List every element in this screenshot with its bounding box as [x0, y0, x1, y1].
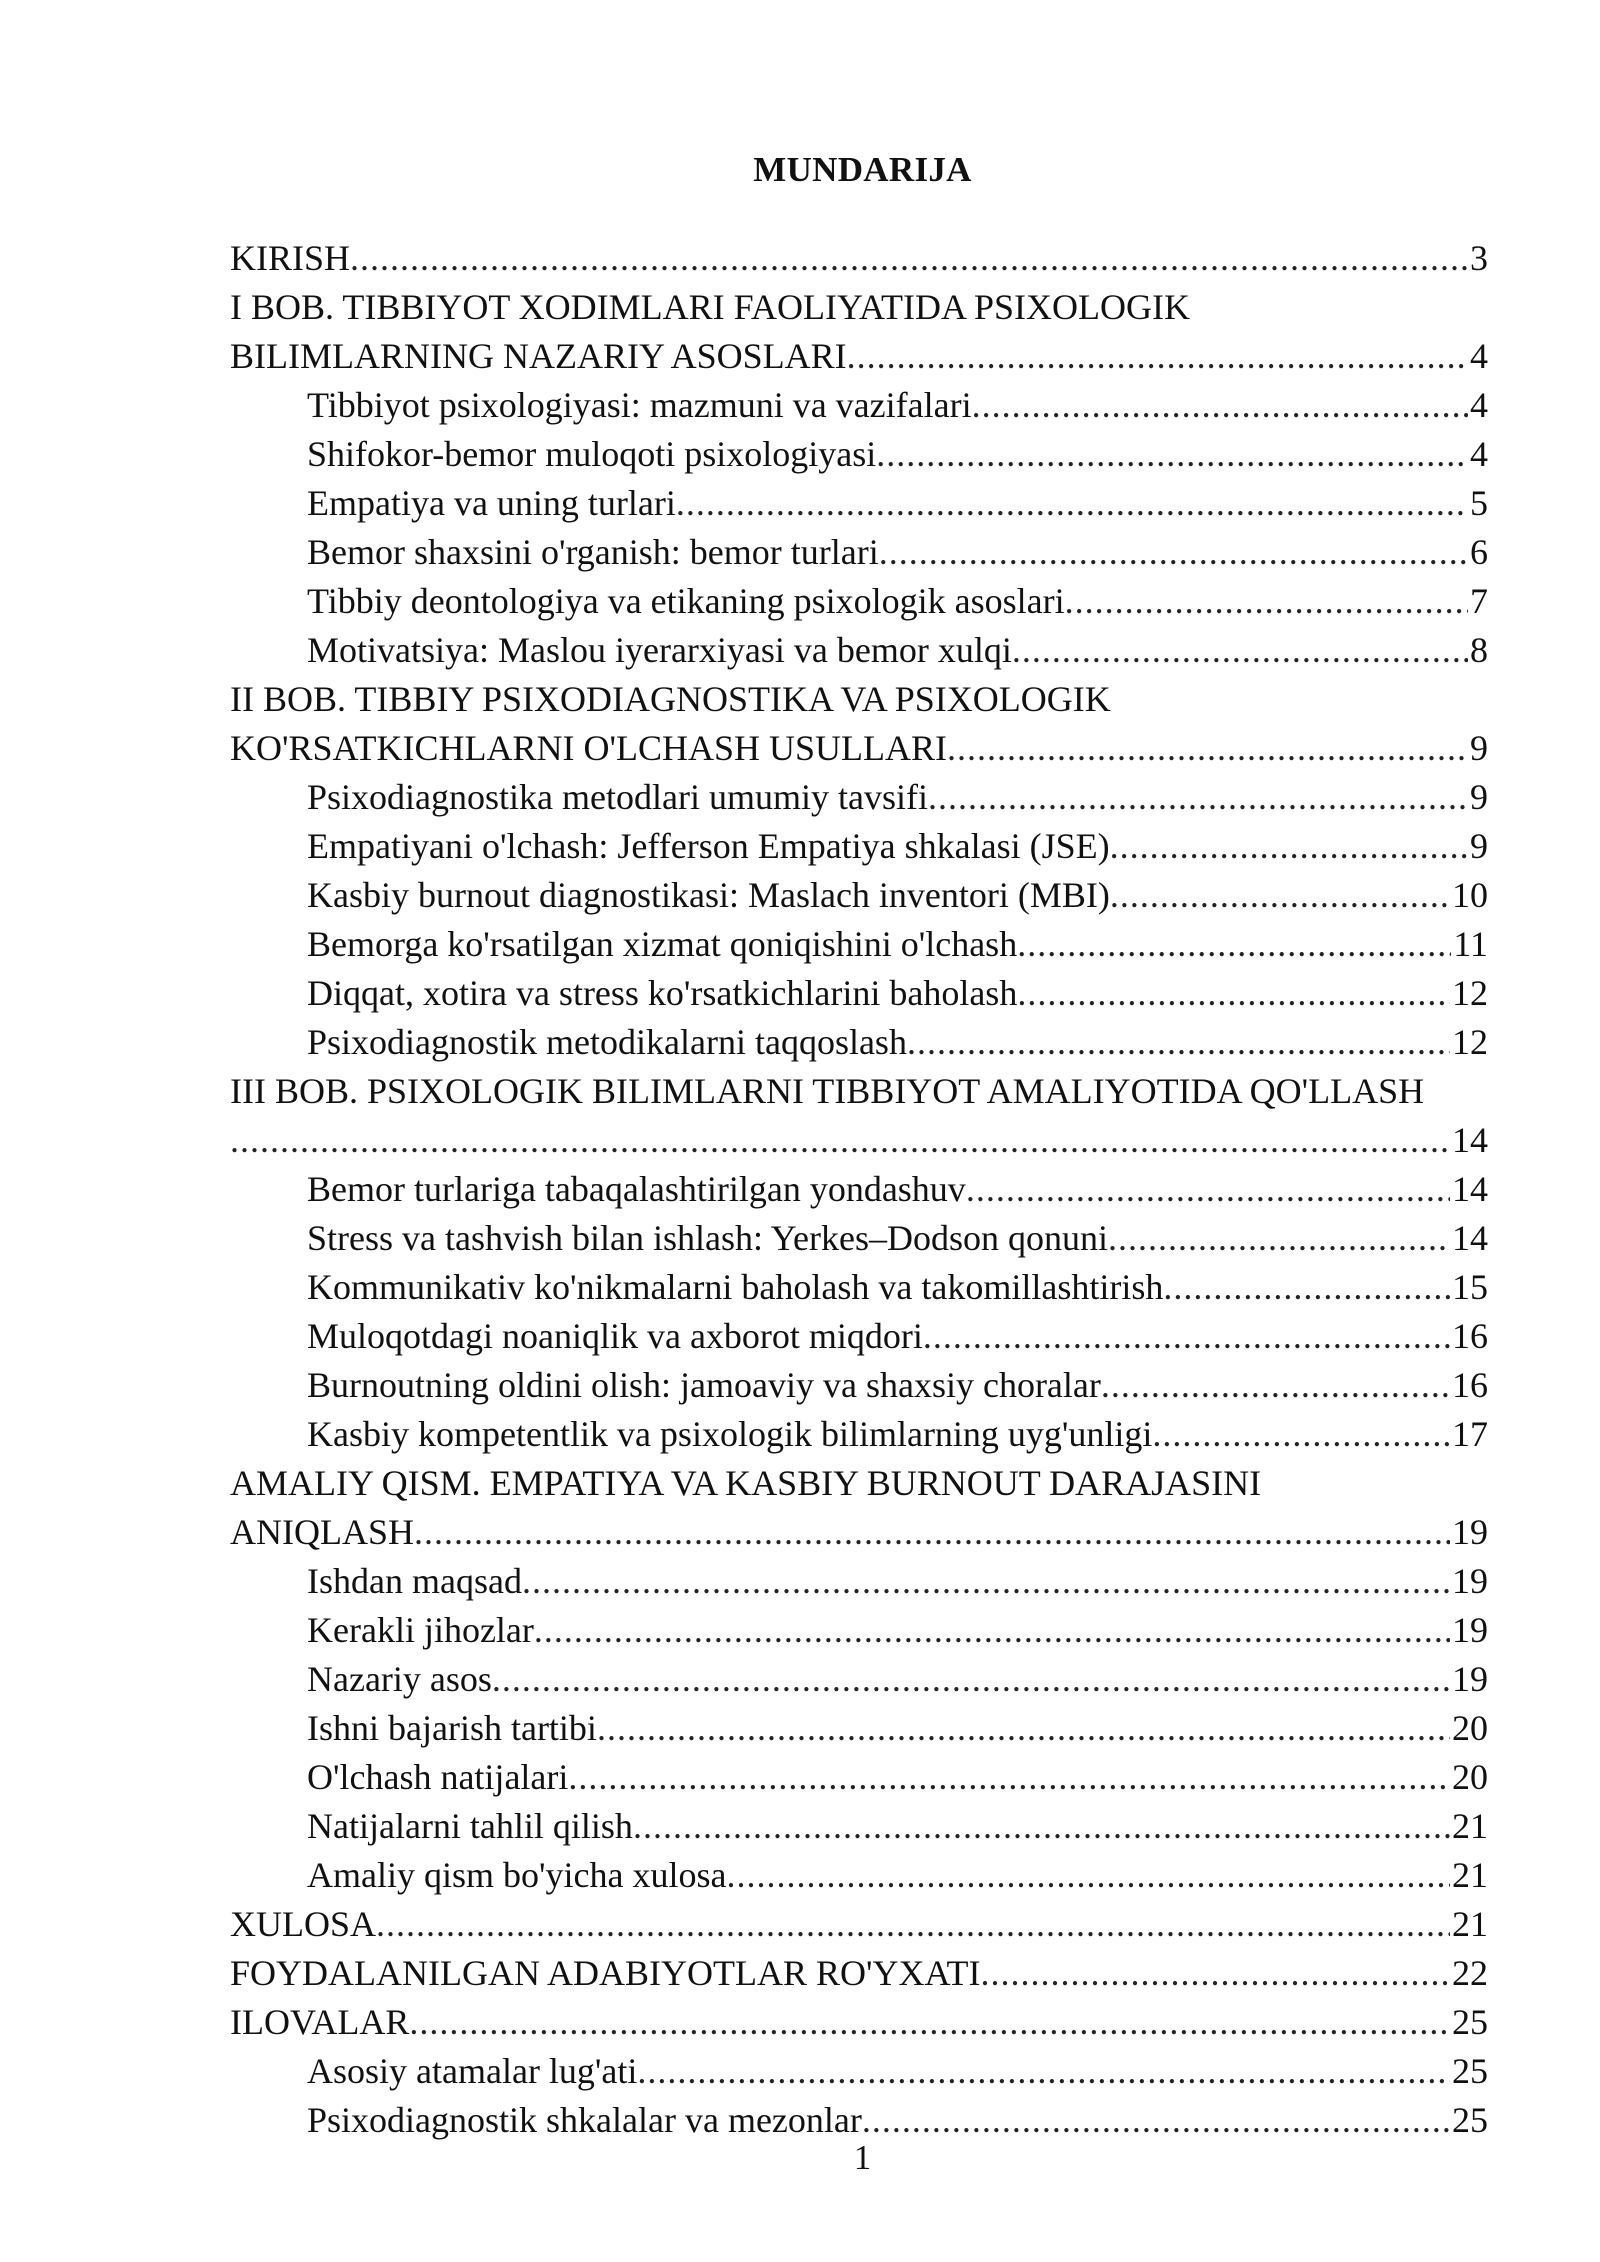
toc-entry-title: Amaliy qism bo'yicha xulosa — [307, 1855, 727, 1895]
toc-entry-title: Kommunikativ ko'nikmalarni baholash va takomillashtirish — [307, 1267, 1164, 1307]
toc-entry-title: Empatiyani o'lchash: Jefferson Empatiya shkalasi (JSE) — [307, 826, 1110, 866]
toc-page-number: 25 — [1452, 2051, 1488, 2091]
toc-page-number: 21 — [1452, 1904, 1488, 1944]
toc-entry-title: Burnoutning oldini olish: jamoaviy va shaxsiy choralar — [307, 1365, 1101, 1405]
toc-section-entry[interactable] — [230, 773, 1488, 822]
toc-leader-dots — [597, 1704, 1450, 1753]
toc-leader-dots — [876, 430, 1468, 479]
toc-leader-dots — [907, 1018, 1450, 1067]
toc-section-entry[interactable] — [230, 1704, 1488, 1753]
toc-entry-title: Kasbiy kompetentlik va psixologik bilimlarning uyg'unligi — [307, 1414, 1153, 1454]
toc-entry-title: Empatiya va uning turlari — [307, 483, 676, 523]
toc-entry-title-line: II BOB. TIBBIY PSIXODIAGNOSTIKA VA PSIXOLOGIK — [230, 679, 1111, 719]
toc-leader-dots — [534, 1606, 1450, 1655]
toc-leader-dots — [676, 479, 1468, 528]
toc-leader-dots — [568, 1753, 1450, 1802]
toc-entry-title: Psixodiagnostika metodlari umumiy tavsifi — [307, 777, 928, 817]
toc-entry-title-line: AMALIY QISM. EMPATIYA VA KASBIY BURNOUT DARAJASINI — [230, 1463, 1262, 1503]
toc-leader-dots — [879, 528, 1468, 577]
toc-entry-title: Asosiy atamalar lug'ati — [307, 2051, 638, 2091]
toc-leader-dots — [972, 381, 1468, 430]
toc-entry-title: Bemorga ko'rsatilgan xizmat qoniqishini o'lchash — [307, 924, 1018, 964]
toc-entry-title: O'lchash natijalari — [307, 1757, 569, 1797]
toc-chapter-entry[interactable] — [230, 1067, 1488, 1165]
toc-leader-dots — [492, 1655, 1450, 1704]
toc-leader-dots — [1110, 822, 1468, 871]
toc-entry-title: BILIMLARNING NAZARIY ASOSLARI — [230, 336, 847, 376]
toc-page-number: 8 — [1470, 630, 1488, 670]
toc-section-entry[interactable] — [230, 871, 1488, 920]
toc-chapter-entry[interactable] — [230, 1900, 1488, 1949]
toc-entry-title: Motivatsiya: Maslou iyerarxiyasi va bemor xulqi — [307, 630, 1012, 670]
toc-leader-dots — [1065, 577, 1468, 626]
toc-page-number: 5 — [1470, 483, 1488, 523]
toc-section-entry[interactable] — [230, 822, 1488, 871]
toc-section-entry[interactable] — [230, 969, 1488, 1018]
toc-section-entry[interactable] — [230, 920, 1488, 969]
toc-leader-dots — [350, 234, 1468, 283]
toc-section-entry[interactable] — [230, 1018, 1488, 1067]
toc-chapter-entry[interactable] — [230, 1459, 1488, 1557]
toc-chapter-entry[interactable] — [230, 1949, 1488, 1998]
toc-page-number: 12 — [1452, 1022, 1488, 1062]
toc-section-entry[interactable] — [230, 577, 1488, 626]
toc-page-number: 12 — [1452, 973, 1488, 1013]
toc-leader-dots — [633, 1802, 1450, 1851]
toc-chapter-entry[interactable] — [230, 675, 1488, 773]
toc-section-entry[interactable] — [230, 1851, 1488, 1900]
toc-entry-title: Kerakli jihozlar — [307, 1610, 534, 1650]
toc-leader-dots — [522, 1557, 1450, 1606]
toc-page-number: 9 — [1470, 728, 1488, 768]
toc-entry-title: Stress va tashvish bilan ishlash: Yerkes–Dodson qonuni — [307, 1218, 1108, 1258]
toc-leader-dots — [947, 724, 1468, 773]
toc-entry-title: Bemor turlariga tabaqalashtirilgan yondashuv — [307, 1169, 966, 1209]
toc-entry-title: KO'RSATKICHLARNI O'LCHASH USULLARI — [230, 728, 947, 768]
toc-page-number: 25 — [1452, 2002, 1488, 2042]
toc-section-entry[interactable] — [230, 528, 1488, 577]
toc-page-number: 20 — [1452, 1757, 1488, 1797]
page-number: 1 — [853, 2138, 872, 2177]
toc-entry-title: ANIQLASH — [230, 1512, 414, 1552]
toc-section-entry[interactable] — [230, 381, 1488, 430]
toc-page-number: 4 — [1470, 434, 1488, 474]
toc-entry-title: Ishni bajarish tartibi — [307, 1708, 597, 1748]
toc-leader-dots — [414, 1508, 1450, 1557]
toc-section-entry[interactable] — [230, 1606, 1488, 1655]
toc-section-entry[interactable] — [230, 1753, 1488, 1802]
toc-leader-dots — [1012, 626, 1468, 675]
toc-entry-title: Diqqat, xotira va stress ko'rsatkichlarini baholash — [307, 973, 1018, 1013]
toc-leader-dots — [409, 1998, 1450, 2047]
toc-leader-dots — [726, 1851, 1450, 1900]
toc-page-number: 11 — [1453, 924, 1488, 964]
toc-section-entry[interactable] — [230, 430, 1488, 479]
toc-section-entry[interactable] — [230, 1410, 1488, 1459]
toc-leader-dots — [1110, 871, 1450, 920]
toc-section-entry[interactable] — [230, 1312, 1488, 1361]
toc-leader-dots — [637, 2047, 1450, 2096]
toc-entry-title: Bemor shaxsini o'rganish: bemor turlari — [307, 532, 879, 572]
toc-leader-dots — [1152, 1410, 1450, 1459]
toc-section-entry[interactable] — [230, 1361, 1488, 1410]
toc-entry-title: Tibbiy deontologiya va etikaning psixologik asoslari — [307, 581, 1065, 621]
toc-page-number: 19 — [1452, 1659, 1488, 1699]
toc-leader-dots — [966, 1165, 1450, 1214]
toc-section-entry[interactable] — [230, 1557, 1488, 1606]
toc-page-number: 9 — [1470, 777, 1488, 817]
toc-leader-dots — [1017, 920, 1451, 969]
toc-entry-title: Kasbiy burnout diagnostikasi: Maslach inventori (MBI) — [307, 875, 1110, 915]
toc-entry-title: Psixodiagnostik shkalalar va mezonlar — [307, 2100, 862, 2140]
toc-entry-title-line: I BOB. TIBBIYOT XODIMLARI FAOLIYATIDA PSIXOLOGIK — [230, 287, 1190, 327]
toc-leader-dots — [1017, 969, 1450, 1018]
toc-leader-dots — [928, 773, 1468, 822]
toc-page-number: 19 — [1452, 1610, 1488, 1650]
toc-page-number: 7 — [1470, 581, 1488, 621]
toc-entry-title: ILOVALAR — [230, 2002, 410, 2042]
toc-section-entry[interactable] — [230, 1214, 1488, 1263]
toc-page-number: 19 — [1452, 1561, 1488, 1601]
toc-page-number: 14 — [1452, 1169, 1488, 1209]
toc-entry-title-line: III BOB. PSIXOLOGIK BILIMLARNI TIBBIYOT AMALIYOTIDA QO'LLASH — [230, 1071, 1425, 1111]
toc-page-number: 4 — [1470, 385, 1488, 425]
toc-entry-title: Muloqotdagi noaniqlik va axborot miqdori — [307, 1316, 923, 1356]
toc-page-number: 20 — [1452, 1708, 1488, 1748]
toc-page-number: 10 — [1452, 875, 1488, 915]
toc-chapter-entry[interactable] — [230, 283, 1488, 381]
toc-entry-title: KIRISH — [230, 238, 351, 278]
toc-chapter-entry[interactable] — [230, 1998, 1488, 2047]
toc-page-number: 19 — [1452, 1512, 1488, 1552]
toc-entry-title: Psixodiagnostik metodikalarni taqqoslash — [307, 1022, 907, 1062]
toc-entry-title: Tibbiyot psixologiyasi: mazmuni va vazifalari — [307, 385, 972, 425]
toc-page-number: 14 — [1452, 1218, 1488, 1258]
toc-leader-dots — [847, 332, 1468, 381]
toc-page-number: 22 — [1452, 1953, 1488, 1993]
toc-page-number: 16 — [1452, 1316, 1488, 1356]
toc-entry-title: Shifokor-bemor muloqoti psixologiyasi — [307, 434, 877, 474]
table-of-contents — [230, 234, 1488, 2145]
toc-section-entry[interactable] — [230, 1655, 1488, 1704]
toc-page-number: 16 — [1452, 1365, 1488, 1405]
toc-chapter-entry[interactable] — [230, 234, 1488, 283]
toc-section-entry[interactable] — [230, 1263, 1488, 1312]
toc-page-number: 6 — [1470, 532, 1488, 572]
toc-leader-dots — [1108, 1214, 1450, 1263]
toc-leader-dots — [376, 1900, 1450, 1949]
toc-entry-title: Natijalarni tahlil qilish — [307, 1806, 633, 1846]
toc-leader-dots — [1101, 1361, 1450, 1410]
toc-entry-title: FOYDALANILGAN ADABIYOTLAR RO'YXATI — [230, 1953, 981, 1993]
toc-page-number: 9 — [1470, 826, 1488, 866]
toc-section-entry[interactable] — [230, 479, 1488, 528]
toc-page-number: 3 — [1470, 238, 1488, 278]
toc-leader-dots — [1163, 1263, 1450, 1312]
toc-leader-dots — [923, 1312, 1450, 1361]
toc-page-number: 21 — [1452, 1855, 1488, 1895]
toc-page-number: 15 — [1452, 1267, 1488, 1307]
document-title: MUNDARIJA — [753, 150, 972, 189]
toc-page-number: 4 — [1470, 336, 1488, 376]
toc-leader-dots — [230, 1116, 1450, 1165]
toc-section-entry[interactable] — [230, 1802, 1488, 1851]
toc-leader-dots — [980, 1949, 1450, 1998]
toc-page-number: 14 — [1452, 1120, 1488, 1160]
toc-section-entry[interactable] — [230, 626, 1488, 675]
toc-entry-title: Nazariy asos — [307, 1659, 492, 1699]
toc-entry-title: XULOSA — [230, 1904, 377, 1944]
toc-section-entry[interactable] — [230, 2047, 1488, 2096]
toc-section-entry[interactable] — [230, 1165, 1488, 1214]
toc-page-number: 25 — [1452, 2100, 1488, 2140]
toc-entry-title: Ishdan maqsad — [307, 1561, 522, 1601]
toc-page-number: 21 — [1452, 1806, 1488, 1846]
toc-page-number: 17 — [1452, 1414, 1488, 1454]
